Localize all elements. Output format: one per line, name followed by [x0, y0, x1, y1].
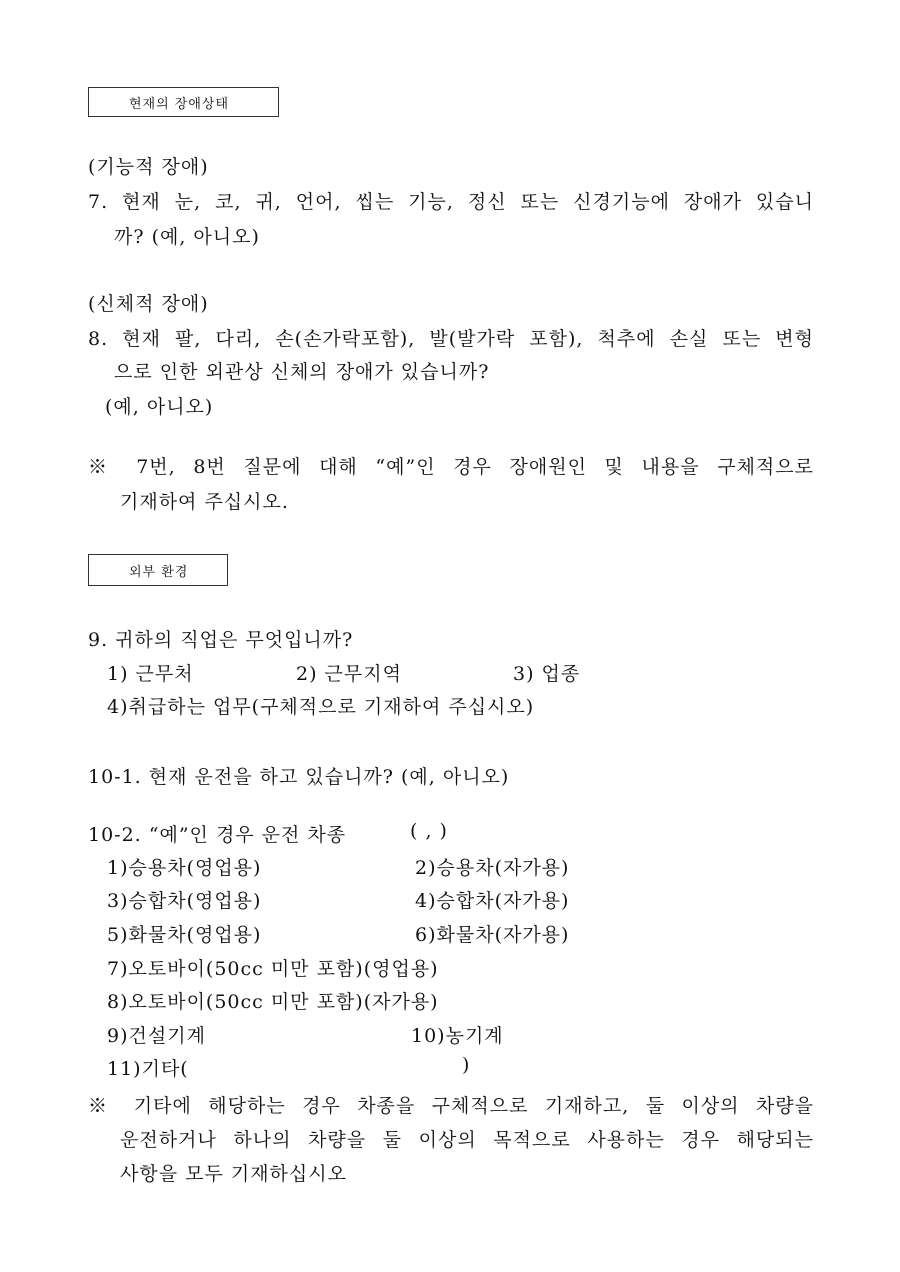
question-8-line1: 8. 현재 팔, 다리, 손(손가락포함), 발(발가락 포함), 척추에 손실 또는 변형 [88, 328, 814, 350]
vehicle-option: 8)오토바이(50cc 미만 포함)(자가용) [107, 991, 439, 1013]
question-10-2-blank: ( , ) [410, 820, 448, 842]
note-2-line3: 사항을 모두 기재하십시오 [120, 1163, 347, 1185]
vehicle-option: 7)오토바이(50cc 미만 포함)(영업용) [107, 958, 439, 980]
note-2-line2: 운전하거나 하나의 차량을 둘 이상의 목적으로 사용하는 경우 해당되는 [120, 1129, 814, 1151]
section-label-external-environment [88, 554, 228, 586]
question-8-line3: (예, 아니오) [105, 396, 214, 418]
vehicle-option: 10)농기계 [411, 1025, 504, 1047]
vehicle-option: 11)기타( [107, 1058, 189, 1080]
question-8-line2: 으로 인한 외관상 신체의 장애가 있습니까? [114, 361, 490, 383]
vehicle-option: 3)승합차(영업용) [107, 890, 262, 912]
question-9: 9. 귀하의 직업은 무엇입니까? [88, 629, 354, 651]
vehicle-option: 1)승용차(영업용) [107, 857, 262, 879]
vehicle-option: 6)화물차(자가용) [415, 924, 570, 946]
question-9-option-2: 2) 근무지역 [296, 663, 402, 685]
vehicle-option: 5)화물차(영업용) [107, 924, 262, 946]
question-7-line2: 까? (예, 아니오) [114, 226, 260, 248]
vehicle-option: 4)승합차(자가용) [415, 890, 570, 912]
vehicle-option-close-paren: ) [462, 1054, 471, 1076]
physical-disability-heading: (신체적 장애) [88, 293, 209, 315]
question-10-2: 10-2. “예”인 경우 운전 차종 [88, 824, 347, 846]
note-1-line2: 기재하여 주십시오. [120, 491, 289, 513]
section-label-text: 현재의 장애상태 [129, 96, 230, 112]
vehicle-option: 2)승용차(자가용) [415, 857, 570, 879]
section-label-text: 외부 환경 [129, 564, 189, 580]
note-2-line1: ※ 기타에 해당하는 경우 차종을 구체적으로 기재하고, 둘 이상의 차량을 [88, 1095, 814, 1117]
question-9-option-4: 4)취급하는 업무(구체적으로 기재하여 주십시오) [107, 696, 535, 718]
note-1-line1: ※ 7번, 8번 질문에 대해 “예”인 경우 장애원인 및 내용을 구체적으로 [88, 456, 814, 478]
question-10-1: 10-1. 현재 운전을 하고 있습니까? (예, 아니오) [88, 766, 510, 788]
functional-disability-heading: (기능적 장애) [88, 156, 209, 178]
question-9-option-1: 1) 근무처 [107, 663, 194, 685]
section-label-disability-status [88, 87, 279, 117]
vehicle-option: 9)건설기계 [107, 1025, 206, 1047]
question-9-option-3: 3) 업종 [513, 663, 581, 685]
question-7-line1: 7. 현재 눈, 코, 귀, 언어, 씹는 기능, 정신 또는 신경기능에 장애가 있습니 [88, 191, 814, 213]
